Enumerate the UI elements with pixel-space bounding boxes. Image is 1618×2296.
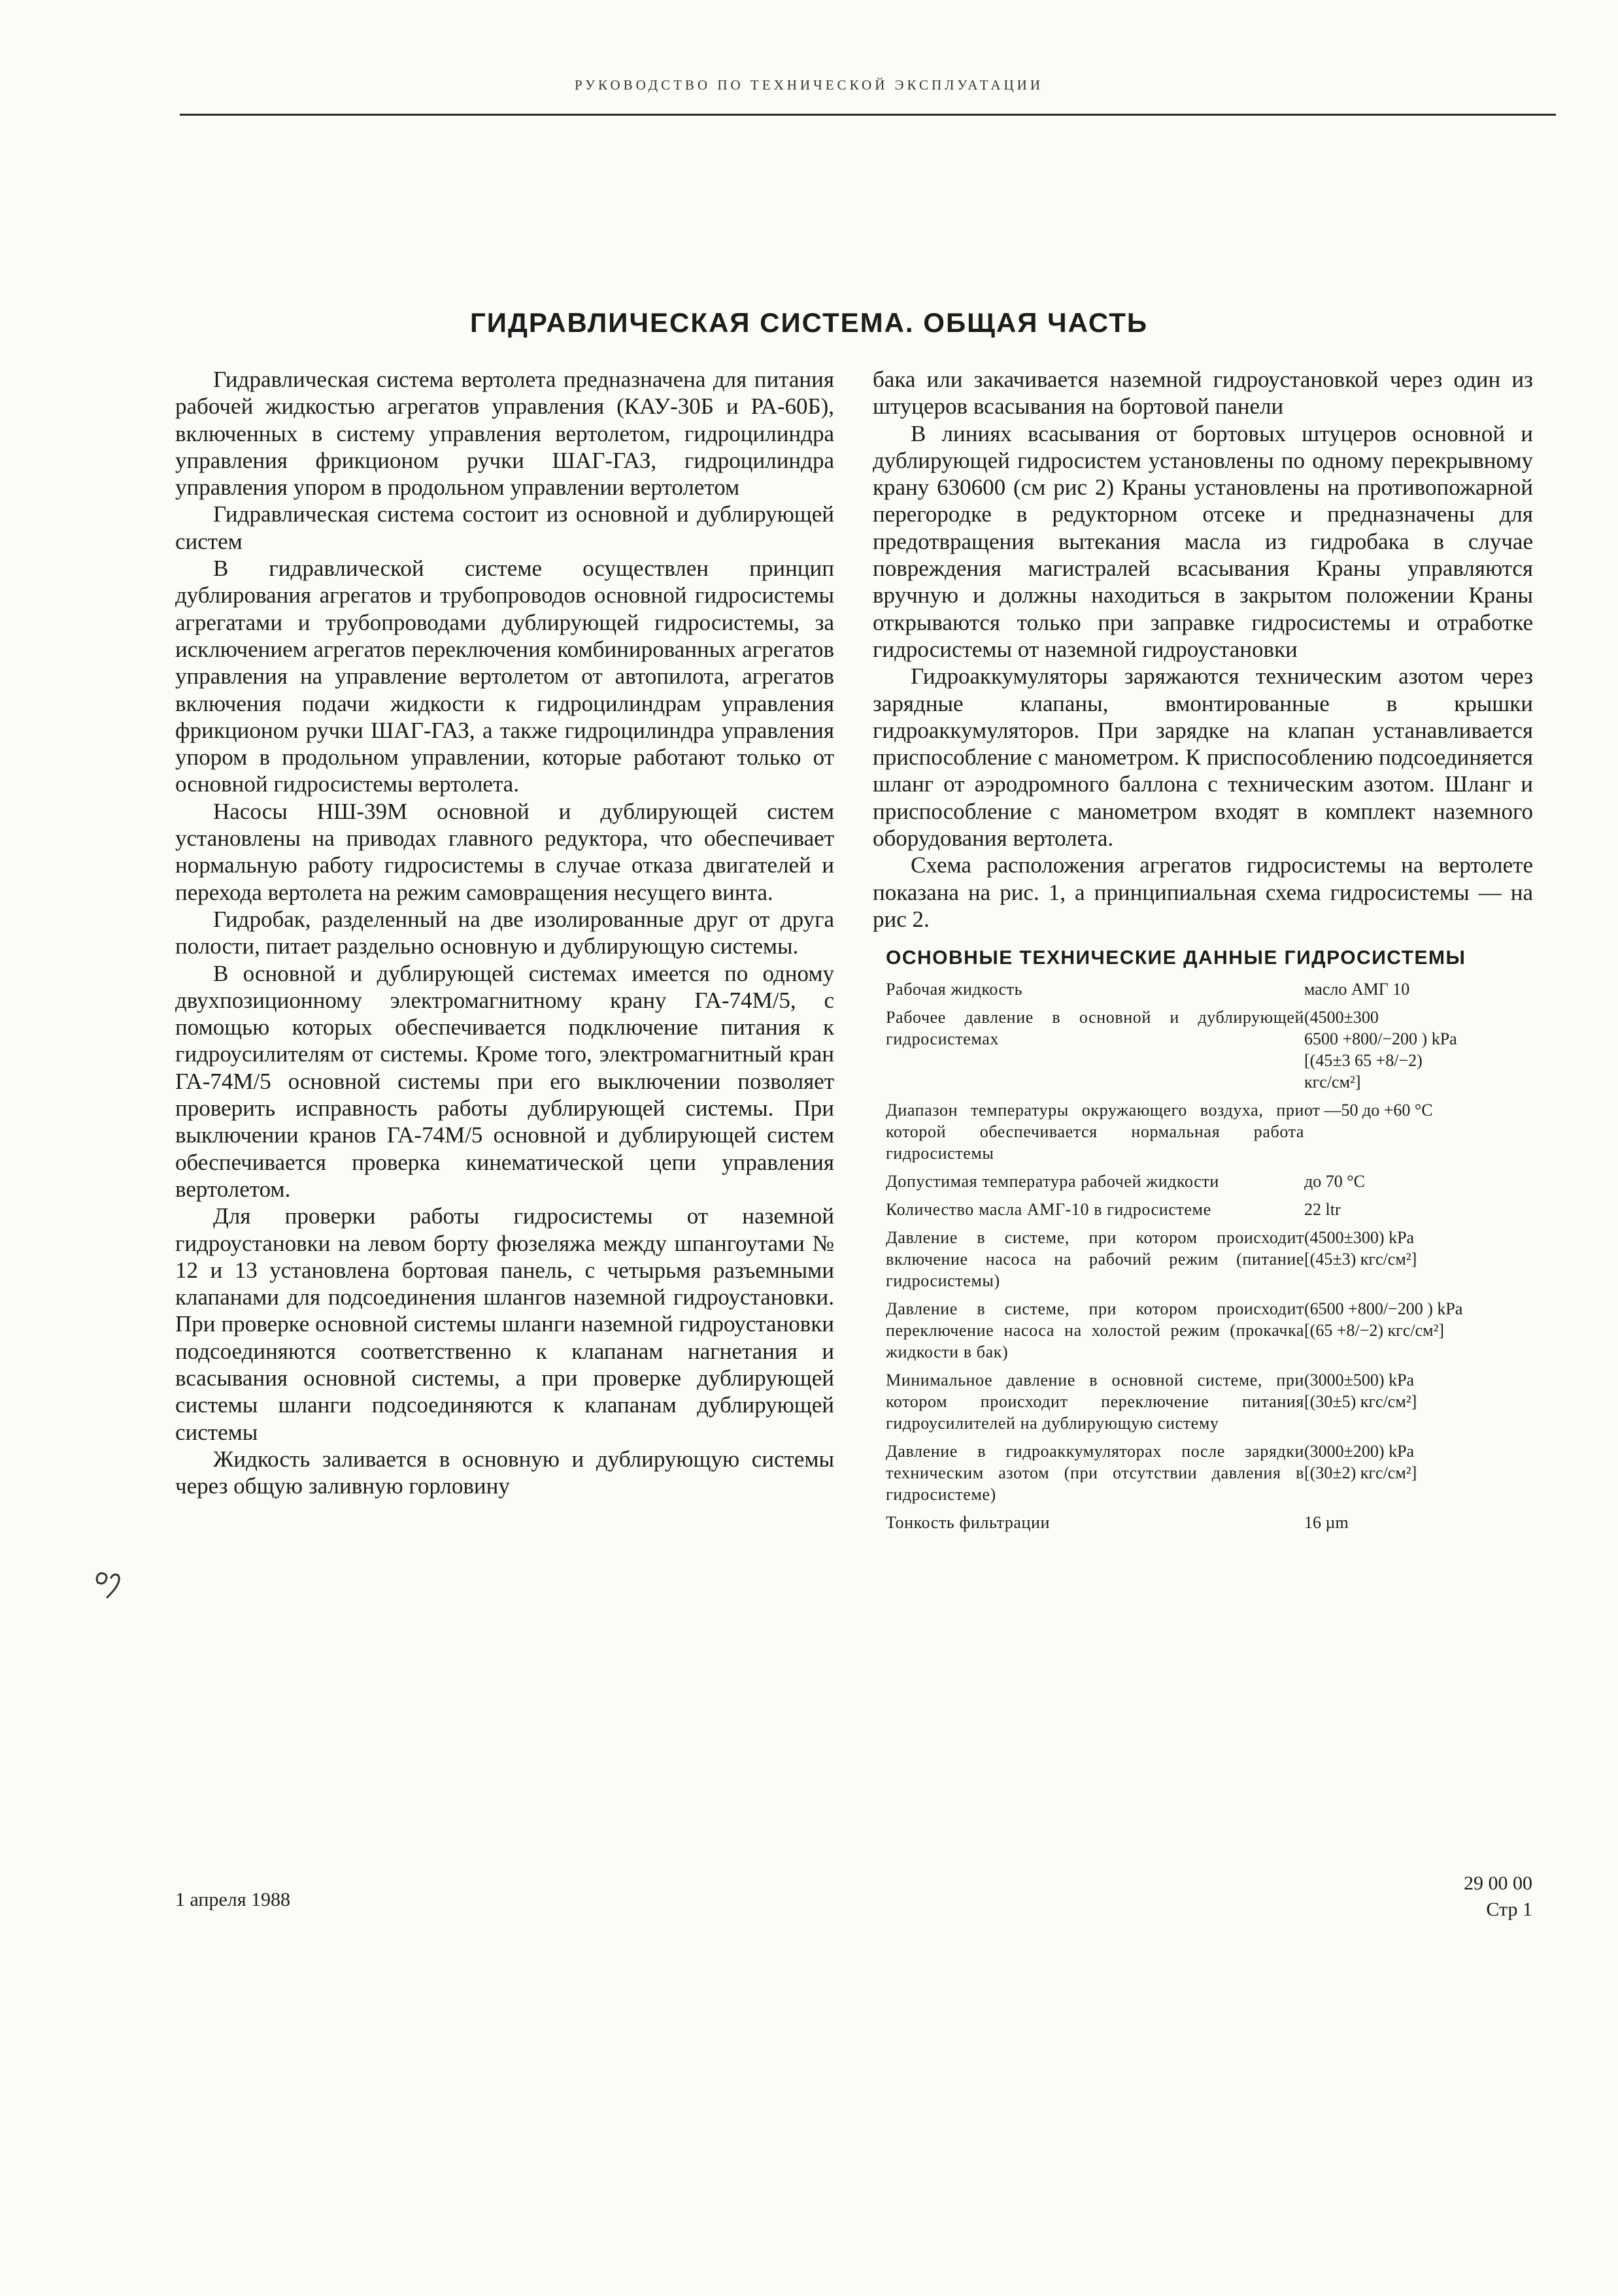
- spec-param: Давление в системе, при котором происходит включение насоса на рабочий режим (питание гидросистемы): [886, 1227, 1304, 1290]
- spec-param: Допустимая температура рабочей жидкости: [886, 1171, 1219, 1191]
- paragraph: Гидравлическая система вертолета предназначена для питания рабочей жидкостью агрегатов управления (КАУ-30Б и РА-60Б), включенных в систему управления вертолетом, гидроцилиндра управления фрикционом ручки ШАГ-ГАЗ, гидроцилиндра управления упором в продольном управлении вертолетом: [175, 367, 834, 501]
- paragraph: В основной и дублирующей системах имеется по одному двухпозиционному электромагнитному крану ГА-74М/5, с помощью которых обеспечивается подключение питания к гидроусилителям от системы. Кроме того, электромагнитный кран ГА-74М/5 основной системы при его выключении позволяет проверить исправность работы дублирующей системы. При выключении кранов ГА-74М/5 основной и дублирующей систем обеспечивается проверка кинематической цепи управления вертолетом.: [175, 960, 834, 1202]
- paragraph: Жидкость заливается в основную и дублирующую системы через общую заливную горловину: [175, 1446, 834, 1499]
- paragraph: Гидробак, разделенный на две изолированные друг от друга полости, питает раздельно основную и дублирующую системы.: [175, 906, 834, 959]
- section-code: 29 00 00: [1464, 1872, 1532, 1894]
- specs-title: ОСНОВНЫЕ ТЕХНИЧЕСКИЕ ДАННЫЕ ГИДРОСИСТЕМЫ: [886, 947, 1466, 969]
- spec-value: (3000±500) kPa [(30±5) кгс/см²]: [1304, 1370, 1417, 1411]
- specs-table: [886, 978, 1523, 1540]
- table-row: [886, 1298, 1523, 1369]
- table-row: [886, 1099, 1523, 1171]
- spec-value: (3000±200) kPa [(30±2) кгс/см²]: [1304, 1441, 1417, 1482]
- spec-param: Минимальное давление в основной системе, при котором происходит переключение питания гидроусилителей на дублирующую систему: [886, 1370, 1304, 1433]
- spec-param: Тонкость фильтрации: [886, 1512, 1051, 1532]
- left-column: [175, 366, 834, 1499]
- page-number: Стр 1: [1486, 1899, 1532, 1920]
- paragraph: Насосы НШ-39М основной и дублирующей систем установлены на приводах главного редуктора, что обеспечивает нормальную работу гидросистемы в случае отказа двигателей и перехода вертолета на режим самовращения несущего винта.: [175, 798, 834, 905]
- spec-value: (4500±300) kPa [(45±3) кгс/см²]: [1304, 1227, 1417, 1269]
- spec-param: Рабочая жидкость: [886, 979, 1023, 999]
- spec-value: (4500±300 6500 +800/−200 ) kPa [(45±3 65 +8/−2) кгс/см²]: [1304, 1007, 1457, 1091]
- table-row: [886, 1369, 1523, 1440]
- paragraph: Схема расположения агрегатов гидросистемы на вертолете показана на рис. 1, а принципиальная схема гидросистемы — на рис 2.: [873, 852, 1533, 932]
- running-header: РУКОВОДСТВО ПО ТЕХНИЧЕСКОЙ ЭКСПЛУАТАЦИИ: [574, 77, 1044, 93]
- footer-date: 1 апреля 1988: [175, 1889, 291, 1910]
- spec-param: Диапазон температуры окружающего воздуха, при которой обеспечивается нормальная работа гидросистемы: [886, 1100, 1304, 1163]
- spec-param: Давление в гидроаккумуляторах после зарядки техническим азотом (при отсутствии давления в гидросистеме): [886, 1441, 1304, 1504]
- spec-value: до 70 °С: [1304, 1171, 1365, 1191]
- spec-value: (6500 +800/−200 ) kPa [(65 +8/−2) кгс/см²]: [1304, 1299, 1463, 1340]
- table-row: [886, 1440, 1523, 1512]
- spec-value: 16 µm: [1304, 1512, 1349, 1532]
- spec-value: 22 ltr: [1304, 1199, 1341, 1219]
- table-row: [886, 1199, 1523, 1227]
- page-title: ГИДРАВЛИЧЕСКАЯ СИСТЕМА. ОБЩАЯ ЧАСТЬ: [469, 307, 1149, 338]
- table-row: [886, 1007, 1523, 1099]
- paragraph: В линиях всасывания от бортовых штуцеров основной и дублирующей гидросистем установлены по одному перекрывному крану 630600 (см рис 2) Краны установлены на противопожарной перегородке в редукторном отсеке и предназначены для предотвращения вытекания масла из гидробака в случае повреждения магистралей всасывания Краны управляются вручную и должны находиться в закрытом положении Краны открываются только при заправке гидросистемы и отработке гидросистемы от наземной гидроустановки: [873, 420, 1533, 662]
- paragraph: Гидроаккумуляторы заряжаются техническим азотом через зарядные клапаны, вмонтированные в крышки гидроаккумуляторов. При зарядке на клапан устанавливается приспособление с манометром. К приспособлению подсоединяется шланг от аэродромного баллона с техническим азотом. Шланг и приспособление с манометром входят в комплект наземного оборудования вертолета.: [873, 663, 1533, 852]
- table-row: [886, 1227, 1523, 1298]
- spec-value: от —50 до +60 °С: [1304, 1100, 1433, 1120]
- spec-param: Давление в системе, при котором происходит переключение насоса на холостой режим (прокачка жидкости в бак): [886, 1299, 1304, 1361]
- spec-param: Количество масла АМГ-10 в гидросистеме: [886, 1199, 1211, 1219]
- spec-param: Рабочее давление в основной и дублирующей гидросистемах: [886, 1007, 1304, 1048]
- footer-code-block: [1464, 1871, 1532, 1923]
- table-row: [886, 978, 1523, 1007]
- table-row: [886, 1171, 1523, 1199]
- table-row: [886, 1512, 1523, 1540]
- header-rule: [180, 114, 1556, 116]
- right-column: [873, 366, 1533, 1540]
- paragraph: Для проверки работы гидросистемы от наземной гидроустановки на левом борту фюзеляжа между шпангоутами № 12 и 13 установлена бортовая панель, с четырьмя разъемными клапанами для подсоединения шлангов наземной гидроустановки. При проверке основной системы шланги наземной гидроустановки подсоединяются соответственно к клапанам нагнетания и всасывания основной системы, а при проверке дублирующей системы шланги подсоединяются к клапанам дублирующей системы: [175, 1203, 834, 1445]
- handwritten-mark-icon: [92, 1563, 129, 1601]
- paragraph: бака или закачивается наземной гидроустановкой через один из штуцеров всасывания на бортовой панели: [873, 367, 1533, 420]
- paragraph: В гидравлической системе осуществлен принцип дублирования агрегатов и трубопроводов основной гидросистемы агрегатами и трубопроводами дублирующей гидросистемы, за исключением агрегатов переключения комбинированных агрегатов управления на управление вертолетом от автопилота, агрегатов включения подачи жидкости к гидроцилиндрам управления фрикционом ручки ШАГ-ГАЗ, а также гидроцилиндра управления упором в продольном управлении, которые работают только от основной гидросистемы вертолета.: [175, 556, 834, 797]
- spec-value: масло АМГ 10: [1304, 979, 1410, 999]
- paragraph: Гидравлическая система состоит из основной и дублирующей систем: [175, 501, 834, 554]
